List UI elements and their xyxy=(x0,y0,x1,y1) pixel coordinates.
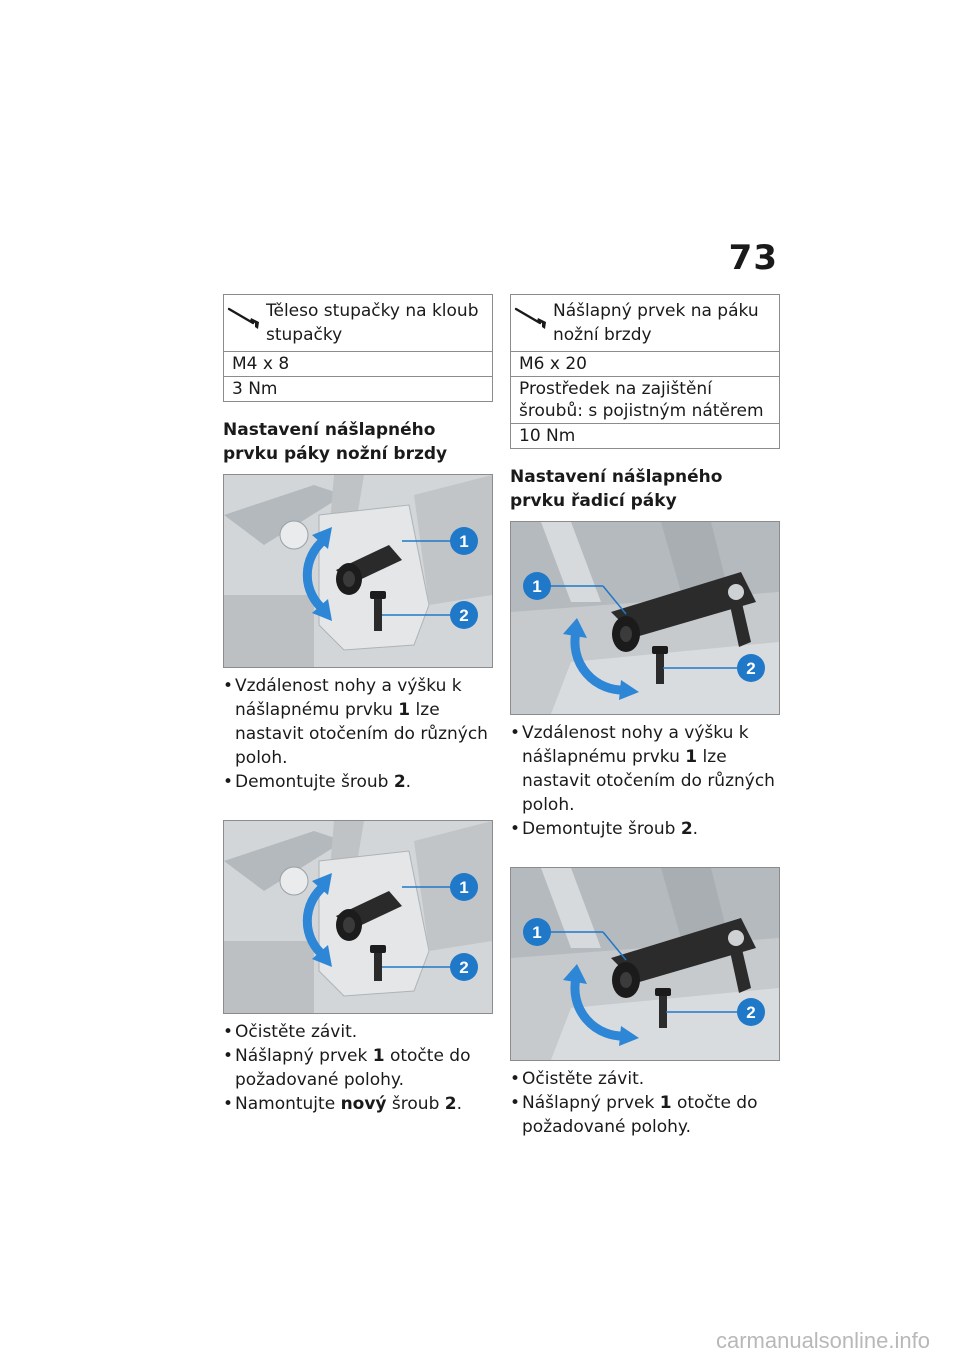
list-item: • Namontujte nový šroub 2. xyxy=(223,1092,493,1116)
section-title: Nastavení nášlapného prvku páky nožní brzdy xyxy=(223,420,448,464)
brake-lever-figure-2 xyxy=(223,820,493,1014)
brake-lever-figure-1 xyxy=(223,474,493,668)
torque-wrench-icon xyxy=(511,295,551,351)
callout-2: 2 xyxy=(459,606,469,625)
torque-table-row: 10 Nm xyxy=(519,426,576,446)
torque-table-row: M6 x 20 xyxy=(511,352,779,377)
instruction-list xyxy=(510,721,780,841)
torque-table-row: 3 Nm xyxy=(232,379,278,399)
instruction-list xyxy=(223,1020,493,1116)
shift-lever-figure-2 xyxy=(510,867,780,1061)
torque-table-header xyxy=(224,295,492,352)
callout-2: 2 xyxy=(746,1003,756,1022)
section-title: Nastavení nášlapného prvku řadicí páky xyxy=(510,467,723,511)
left-column xyxy=(223,294,493,1116)
torque-wrench-icon xyxy=(224,295,264,351)
callout-2: 2 xyxy=(459,958,469,977)
list-item: • Vzdálenost nohy a výšku k nášlapnému prvku 1 lze nastavit otočením do různých poloh. xyxy=(510,721,780,817)
right-column xyxy=(510,294,780,1139)
torque-table-title: Těleso stupačky na kloub stupačky xyxy=(266,301,479,345)
torque-table-header xyxy=(511,295,779,352)
torque-table-row: Prostředek na zajištění šroubů: s pojistným nátěrem xyxy=(511,377,779,424)
callout-1: 1 xyxy=(459,532,469,551)
instruction-list xyxy=(223,674,493,794)
callout-1: 1 xyxy=(532,923,542,942)
instruction-list xyxy=(510,1067,780,1139)
torque-table-row: M4 x 8 xyxy=(224,352,492,377)
list-item: • Očistěte závit. xyxy=(223,1020,493,1044)
callout-1: 1 xyxy=(459,878,469,897)
list-item: • Demontujte šroub 2. xyxy=(223,770,493,794)
callout-1: 1 xyxy=(532,577,542,596)
watermark: carmanualsonline.info xyxy=(715,1328,930,1353)
shift-lever-figure-1 xyxy=(510,521,780,715)
page-number: 73 xyxy=(728,238,778,278)
torque-table-title: Nášlapný prvek na páku nožní brzdy xyxy=(553,301,759,345)
list-item: • Nášlapný prvek 1 otočte do požadované polohy. xyxy=(223,1044,493,1092)
torque-table xyxy=(223,294,493,402)
list-item: • Nášlapný prvek 1 otočte do požadované polohy. xyxy=(510,1091,780,1139)
list-item: • Očistěte závit. xyxy=(510,1067,780,1091)
list-item: • Demontujte šroub 2. xyxy=(510,817,780,841)
torque-table xyxy=(510,294,780,449)
list-item: • Vzdálenost nohy a výšku k nášlapnému prvku 1 lze nastavit otočením do různých poloh. xyxy=(223,674,493,770)
callout-2: 2 xyxy=(746,659,756,678)
